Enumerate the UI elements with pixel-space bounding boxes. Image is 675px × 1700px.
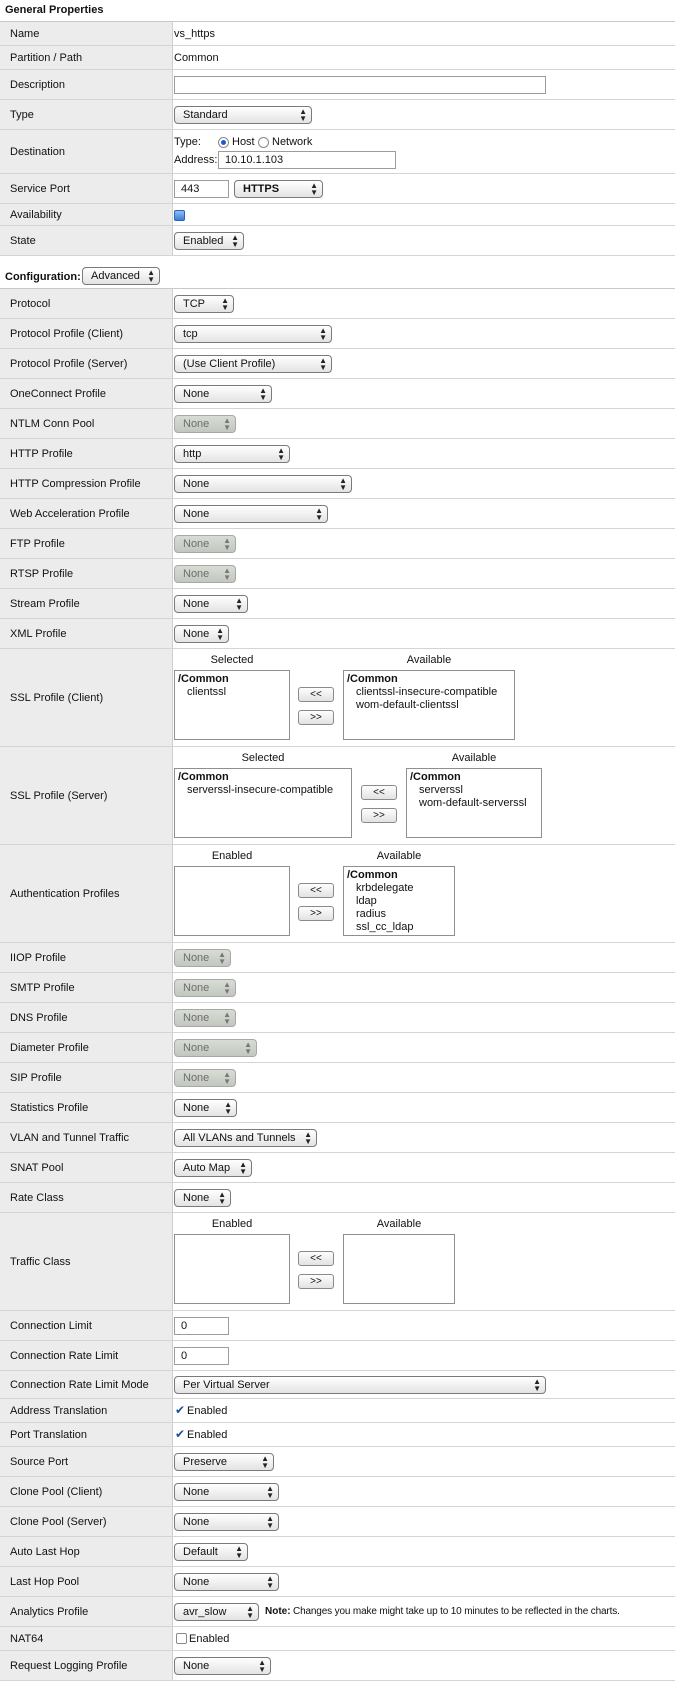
list-item[interactable]: clientssl [187, 686, 227, 698]
protocol-server-label: Protocol Profile (Server) [10, 357, 128, 370]
row-destination [0, 130, 675, 174]
rate-class-label: Rate Class [10, 1191, 64, 1204]
protocol-select[interactable]: TCP ▲ ▼ [174, 295, 234, 313]
request-logging-select[interactable]: None ▲ ▼ [174, 1657, 271, 1675]
row-conn-rate-limit [0, 1341, 675, 1371]
host-radio[interactable] [218, 137, 229, 148]
conn-rate-mode-select[interactable]: Per Virtual Server ▲ ▼ [174, 1376, 546, 1394]
addr-trans-value: Enabled [187, 1405, 228, 1417]
ntlm-select: None ▲ ▼ [174, 415, 236, 433]
row-partition [0, 46, 675, 70]
protocol-label: Protocol [10, 297, 51, 310]
statistics-label: Statistics Profile [10, 1101, 89, 1114]
general-properties-table [0, 21, 675, 249]
select-arrows-icon: ▲ ▼ [299, 107, 307, 123]
ftp-label: FTP Profile [10, 537, 65, 550]
select-arrows-icon: ▲ ▼ [244, 1040, 252, 1056]
analytics-label: Analytics Profile [10, 1605, 89, 1618]
conn-limit-label: Connection Limit [10, 1319, 92, 1332]
list-item[interactable]: clientssl-insecure-compatible [356, 686, 498, 698]
row-description [0, 70, 675, 100]
protocol-server-select[interactable]: (Use Client Profile) ▲ ▼ [174, 355, 332, 373]
traffic-move-right-button[interactable]: >> [298, 1274, 334, 1289]
nat64-checkbox[interactable] [176, 1633, 187, 1644]
ssl-server-selected-caption: Selected [241, 752, 285, 764]
rtsp-select: None ▲ ▼ [174, 565, 236, 583]
auth-available-list[interactable] [343, 866, 455, 936]
vlan-label: VLAN and Tunnel Traffic [10, 1131, 130, 1144]
statistics-select[interactable]: None ▲ ▼ [174, 1099, 237, 1117]
row-nat64 [0, 1627, 675, 1651]
auth-available-caption: Available [376, 850, 422, 862]
row-addr-trans [0, 1399, 675, 1423]
port-trans-label: Port Translation [10, 1428, 88, 1441]
list-item[interactable]: ldap [356, 895, 377, 907]
smtp-label: SMTP Profile [10, 981, 75, 994]
row-http-compression [0, 469, 675, 499]
select-arrows-icon: ▲ ▼ [339, 476, 347, 492]
select-arrows-icon: ▲ ▼ [266, 1514, 274, 1530]
ssl-client-move-right-button[interactable]: >> [298, 710, 334, 725]
snat-label: SNAT Pool [10, 1161, 64, 1174]
diameter-select: None ▲ ▼ [174, 1039, 257, 1057]
clone-server-label: Clone Pool (Server) [10, 1515, 107, 1528]
diameter-label: Diameter Profile [10, 1041, 89, 1054]
list-group-header: /Common [347, 673, 398, 685]
list-item[interactable]: ssl_cc_ldap [356, 921, 414, 933]
network-radio[interactable] [258, 137, 269, 148]
http-compression-label: HTTP Compression Profile [10, 477, 141, 490]
traffic-class-label: Traffic Class [10, 1255, 71, 1268]
oneconnect-label: OneConnect Profile [10, 387, 106, 400]
list-item[interactable]: serverssl [419, 784, 464, 796]
conn-rate-limit-input[interactable]: 0 [174, 1347, 229, 1365]
list-group-header: /Common [347, 869, 398, 881]
list-item[interactable]: serverssl-insecure-compatible [187, 784, 334, 796]
clone-client-label: Clone Pool (Client) [10, 1485, 103, 1498]
general-properties-header [0, 0, 675, 22]
addr-trans-label: Address Translation [10, 1404, 108, 1417]
row-http [0, 439, 675, 469]
description-label: Description [10, 78, 66, 91]
availability-status-icon [174, 210, 185, 221]
configuration-table [0, 288, 675, 1674]
row-protocol [0, 289, 675, 319]
row-ntlm [0, 409, 675, 439]
select-arrows-icon: ▲ ▼ [239, 1160, 247, 1176]
partition-value: Common [174, 52, 219, 64]
ssl-server-move-right-button[interactable]: >> [361, 808, 397, 823]
row-iiop [0, 943, 675, 973]
ssl-client-selected-list[interactable] [174, 670, 290, 740]
select-arrows-icon: ▲ ▼ [223, 536, 231, 552]
row-vlan [0, 1123, 675, 1153]
oneconnect-select[interactable]: None ▲ ▼ [174, 385, 272, 403]
row-conn-rate-mode [0, 1371, 675, 1399]
conn-rate-mode-label: Connection Rate Limit Mode [10, 1378, 149, 1391]
iiop-select: None ▲ ▼ [174, 949, 231, 967]
http-label: HTTP Profile [10, 447, 73, 460]
web-accel-select[interactable]: None ▲ ▼ [174, 505, 328, 523]
name-label: Name [10, 27, 40, 40]
traffic-available-list[interactable] [343, 1234, 455, 1304]
sip-select: None ▲ ▼ [174, 1069, 236, 1087]
request-logging-label: Request Logging Profile [10, 1659, 128, 1672]
traffic-move-left-button[interactable]: << [298, 1251, 334, 1266]
ssl-client-label: SSL Profile (Client) [10, 691, 104, 704]
select-arrows-icon: ▲ ▼ [221, 296, 229, 312]
vlan-select[interactable]: All VLANs and Tunnels ▲ ▼ [174, 1129, 317, 1147]
xml-label: XML Profile [10, 627, 67, 640]
row-protocol-server [0, 349, 675, 379]
last-hop-pool-select[interactable]: None ▲ ▼ [174, 1573, 279, 1591]
row-auto-last-hop [0, 1537, 675, 1567]
nat64-value: Enabled [189, 1633, 230, 1645]
dns-label: DNS Profile [10, 1011, 68, 1024]
web-accel-label: Web Acceleration Profile [10, 507, 130, 520]
state-select[interactable]: Enabled ▲ ▼ [174, 232, 244, 250]
row-service-port [0, 174, 675, 204]
partition-label: Partition / Path [10, 51, 83, 64]
list-group-header: /Common [410, 771, 461, 783]
ftp-select: None ▲ ▼ [174, 535, 236, 553]
ssl-server-move-left-button[interactable]: << [361, 785, 397, 800]
row-analytics [0, 1597, 675, 1627]
type-label: Type [10, 108, 34, 121]
protocol-client-select[interactable]: tcp ▲ ▼ [174, 325, 332, 343]
row-state [0, 226, 675, 256]
configuration-header [0, 265, 675, 289]
source-port-select[interactable]: Preserve ▲ ▼ [174, 1453, 274, 1471]
source-port-label: Source Port [10, 1455, 69, 1468]
rate-class-select[interactable]: None ▲ ▼ [174, 1189, 231, 1207]
select-arrows-icon: ▲ ▼ [246, 1604, 254, 1620]
row-web-accel [0, 499, 675, 529]
host-label: Host [232, 136, 255, 148]
xml-select[interactable]: None ▲ ▼ [174, 625, 229, 643]
ssl-client-available-caption: Available [406, 654, 452, 666]
select-arrows-icon: ▲ ▼ [147, 268, 155, 284]
service-port-input[interactable]: 443 [174, 180, 229, 198]
row-oneconnect [0, 379, 675, 409]
row-rate-class [0, 1183, 675, 1213]
auth-move-right-button[interactable]: >> [298, 906, 334, 921]
select-arrows-icon: ▲ ▼ [277, 446, 285, 462]
list-item[interactable]: wom-default-serverssl [419, 797, 527, 809]
row-source-port [0, 1447, 675, 1477]
select-arrows-icon: ▲ ▼ [533, 1377, 541, 1393]
conn-limit-input[interactable]: 0 [174, 1317, 229, 1335]
ssl-client-selected-caption: Selected [210, 654, 254, 666]
conn-rate-limit-label: Connection Rate Limit [10, 1349, 119, 1362]
select-arrows-icon: ▲ ▼ [310, 181, 318, 197]
service-port-select[interactable]: HTTPS ▲ ▼ [234, 180, 323, 198]
row-traffic-class [0, 1213, 675, 1311]
row-statistics [0, 1093, 675, 1123]
row-name [0, 22, 675, 46]
select-arrows-icon: ▲ ▼ [218, 950, 226, 966]
ssl-client-move-left-button[interactable]: << [298, 687, 334, 702]
sip-label: SIP Profile [10, 1071, 62, 1084]
destination-label: Destination [10, 145, 66, 158]
service-port-label: Service Port [10, 182, 70, 195]
rtsp-label: RTSP Profile [10, 567, 74, 580]
port-trans-value: Enabled [187, 1429, 228, 1441]
select-arrows-icon: ▲ ▼ [235, 1544, 243, 1560]
select-arrows-icon: ▲ ▼ [223, 1010, 231, 1026]
select-arrows-icon: ▲ ▼ [218, 1190, 226, 1206]
row-ssl-client [0, 649, 675, 747]
list-item[interactable]: krbdelegate [356, 882, 414, 894]
address-label: Address: [174, 154, 218, 166]
row-xml [0, 619, 675, 649]
select-arrows-icon: ▲ ▼ [266, 1484, 274, 1500]
row-dns [0, 1003, 675, 1033]
destination-type-label: Type: [174, 136, 201, 148]
smtp-select: None ▲ ▼ [174, 979, 236, 997]
select-arrows-icon: ▲ ▼ [258, 1658, 266, 1674]
auto-last-hop-select[interactable]: Default ▲ ▼ [174, 1543, 248, 1561]
auth-move-left-button[interactable]: << [298, 883, 334, 898]
select-arrows-icon: ▲ ▼ [235, 596, 243, 612]
addr-trans-checkbox[interactable]: ✔ [175, 1403, 186, 1417]
network-label: Network [272, 136, 313, 148]
select-arrows-icon: ▲ ▼ [223, 566, 231, 582]
ntlm-label: NTLM Conn Pool [10, 417, 95, 430]
select-arrows-icon: ▲ ▼ [315, 506, 323, 522]
general-properties-title: General Properties [5, 4, 104, 16]
row-type [0, 100, 675, 130]
row-ssl-server [0, 747, 675, 845]
name-value: vs_https [174, 28, 215, 40]
ssl-server-selected-list[interactable] [174, 768, 352, 838]
analytics-note-text: Changes you make might take up to 10 minutes to be reflected in the charts. [293, 1606, 620, 1617]
list-item[interactable]: radius [356, 908, 386, 920]
row-snat [0, 1153, 675, 1183]
ssl-server-available-list[interactable] [406, 768, 542, 838]
row-conn-limit [0, 1311, 675, 1341]
snat-select[interactable]: Auto Map ▲ ▼ [174, 1159, 252, 1177]
clone-server-select[interactable]: None ▲ ▼ [174, 1513, 279, 1531]
select-arrows-icon: ▲ ▼ [259, 386, 267, 402]
row-clone-server [0, 1507, 675, 1537]
ssl-server-label: SSL Profile (Server) [10, 789, 108, 802]
auth-enabled-list[interactable] [174, 866, 290, 936]
row-port-trans [0, 1423, 675, 1447]
traffic-enabled-list[interactable] [174, 1234, 290, 1304]
row-authentication [0, 845, 675, 943]
http-compression-select[interactable]: None ▲ ▼ [174, 475, 352, 493]
ssl-server-available-caption: Available [451, 752, 497, 764]
http-select[interactable]: http ▲ ▼ [174, 445, 290, 463]
nat64-label: NAT64 [10, 1632, 44, 1645]
ssl-client-available-list[interactable] [343, 670, 515, 740]
clone-client-select[interactable]: None ▲ ▼ [174, 1483, 279, 1501]
traffic-enabled-caption: Enabled [211, 1218, 253, 1230]
description-input[interactable] [174, 76, 546, 94]
row-smtp [0, 973, 675, 1003]
state-label: State [10, 234, 36, 247]
availability-label: Availability [10, 208, 62, 221]
select-arrows-icon: ▲ ▼ [261, 1454, 269, 1470]
row-rtsp [0, 559, 675, 589]
traffic-available-caption: Available [376, 1218, 422, 1230]
auth-enabled-caption: Enabled [211, 850, 253, 862]
row-clone-client [0, 1477, 675, 1507]
row-diameter [0, 1033, 675, 1063]
iiop-label: IIOP Profile [10, 951, 67, 964]
auto-last-hop-label: Auto Last Hop [10, 1545, 80, 1558]
stream-select[interactable]: None ▲ ▼ [174, 595, 248, 613]
select-arrows-icon: ▲ ▼ [223, 416, 231, 432]
dns-select: None ▲ ▼ [174, 1009, 236, 1027]
type-select[interactable]: Standard ▲ ▼ [174, 106, 312, 124]
configuration-title: Configuration: [5, 271, 81, 283]
configuration-mode-select[interactable]: Advanced ▲ ▼ [82, 267, 160, 285]
list-item[interactable]: wom-default-clientssl [356, 699, 459, 711]
stream-label: Stream Profile [10, 597, 80, 610]
select-arrows-icon: ▲ ▼ [319, 326, 327, 342]
list-group-header: /Common [178, 673, 229, 685]
row-last-hop-pool [0, 1567, 675, 1597]
last-hop-pool-label: Last Hop Pool [10, 1575, 80, 1588]
authentication-label: Authentication Profiles [10, 887, 120, 900]
select-arrows-icon: ▲ ▼ [223, 1070, 231, 1086]
select-arrows-icon: ▲ ▼ [231, 233, 239, 249]
analytics-note-label: Note: [265, 1606, 291, 1617]
select-arrows-icon: ▲ ▼ [224, 1100, 232, 1116]
port-trans-checkbox[interactable]: ✔ [175, 1427, 186, 1441]
row-request-logging [0, 1651, 675, 1681]
select-arrows-icon: ▲ ▼ [304, 1130, 312, 1146]
protocol-client-label: Protocol Profile (Client) [10, 327, 124, 340]
select-arrows-icon: ▲ ▼ [223, 980, 231, 996]
address-input[interactable]: 10.10.1.103 [218, 151, 396, 169]
row-protocol-client [0, 319, 675, 349]
select-arrows-icon: ▲ ▼ [216, 626, 224, 642]
row-ftp [0, 529, 675, 559]
list-group-header: /Common [178, 771, 229, 783]
select-arrows-icon: ▲ ▼ [319, 356, 327, 372]
row-availability [0, 204, 675, 226]
row-sip [0, 1063, 675, 1093]
row-stream [0, 589, 675, 619]
select-arrows-icon: ▲ ▼ [266, 1574, 274, 1590]
analytics-select[interactable]: avr_slow ▲ ▼ [174, 1603, 259, 1621]
